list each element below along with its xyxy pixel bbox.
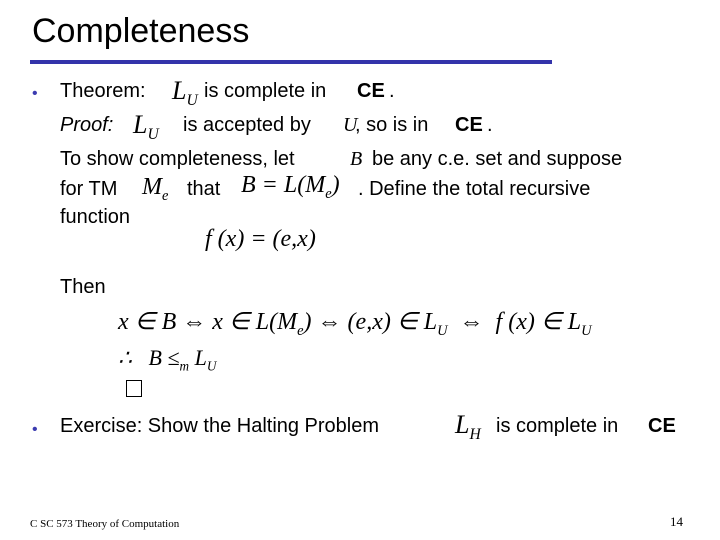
proof-text: is accepted by xyxy=(183,114,311,136)
language-lh-symbol: $L_H$ xyxy=(455,410,481,444)
theorem-text: is complete in xyxy=(204,80,327,102)
proof-end: . xyxy=(487,114,493,136)
equation-b-equals-l-me: $B = L(M_e)$ xyxy=(241,172,340,202)
therefore-reduction: ∴ $B \le_m$ $L_U$ xyxy=(118,345,217,374)
line4-text: for TM xyxy=(60,178,118,200)
language-lu-symbol: $L_U$ xyxy=(172,76,198,110)
line4-text-2: that xyxy=(187,178,221,200)
exercise-class: CE xyxy=(648,415,676,437)
page-number: 14 xyxy=(670,514,683,529)
exercise-text-2: is complete in xyxy=(496,415,619,437)
title-underline xyxy=(30,60,552,64)
proof-label: Proof: xyxy=(60,114,114,136)
set-b-symbol: B xyxy=(350,148,363,170)
qed-box-icon xyxy=(126,380,142,397)
proof-machine: U xyxy=(343,114,358,136)
bullet-icon: • xyxy=(32,85,38,102)
line4-text-3: . Define the total recursive xyxy=(358,178,591,200)
machine-me-symbol: $M_e$ xyxy=(142,174,169,204)
slide-title: Completeness xyxy=(32,12,250,50)
language-lu-symbol: $L_U$ xyxy=(133,110,159,144)
function-definition: f (x) = (e,x) xyxy=(205,226,316,252)
line3-text: To show completeness, let xyxy=(60,148,295,170)
line3-text-2: be any c.e. set and suppose xyxy=(372,148,623,170)
bullet-icon: • xyxy=(32,421,38,438)
then-text: Then xyxy=(60,276,106,298)
line5-text: function xyxy=(60,206,131,228)
proof-text-2: , so is in xyxy=(355,114,429,136)
theorem-end: . xyxy=(389,80,395,102)
theorem-class: CE xyxy=(357,80,385,102)
theorem-label: Theorem: xyxy=(60,80,146,102)
exercise-text: Exercise: Show the Halting Problem xyxy=(60,415,380,437)
reduction-equivalence-chain: x ∈ B ⇔ x ∈ $L(M_e)$ ⇔ (e,x) ∈ $L_U$ ⇔ f (x) ∈ $L_U$ xyxy=(118,309,592,339)
footer-course: C SC 573 Theory of Computation xyxy=(30,518,180,530)
proof-class: CE xyxy=(455,114,483,136)
